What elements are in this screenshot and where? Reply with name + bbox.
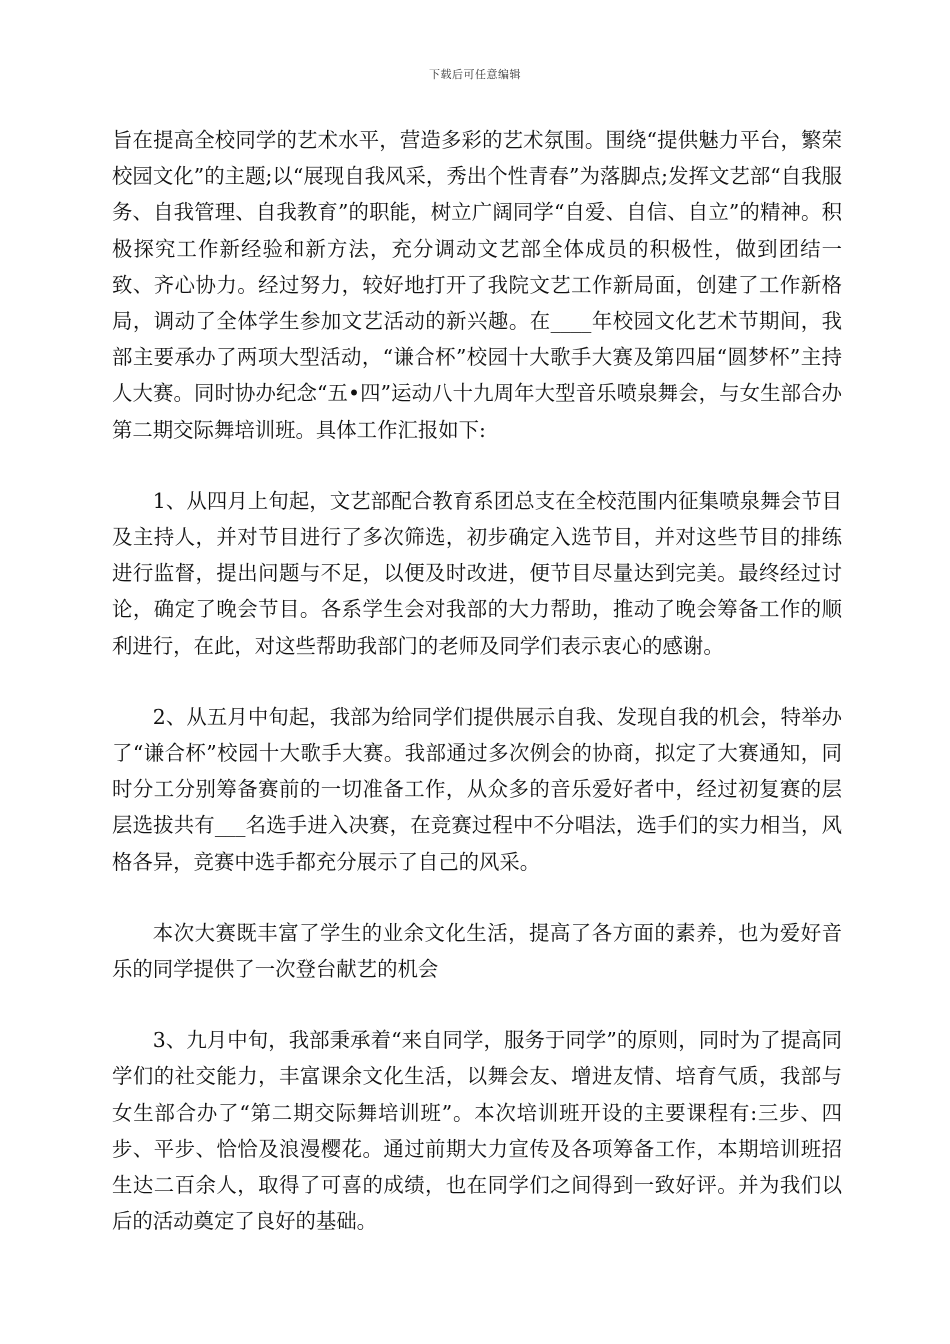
header-note: 下载后可任意编辑 xyxy=(429,68,521,81)
paragraph-intro: 旨在提高全校同学的艺术水平，营造多彩的艺术氛围。围绕“提供魅力平台，繁荣校园文化”的主题;以“展现自我风采，秀出个性青春”为落脚点;发挥文艺部“自我服务、自我管理、自我教育”的职能，树立广阔同学“自爱、自信、自立”的精神。积极探究工作新经验和新方法，充分调动文艺部全体成员的积极性，做到团结一致、齐心协力。经过努力，较好地打开了我院文艺工作新局面，创建了工作新格局，调动了全体学生参加文艺活动的新兴趣。在____年校园文化艺术节期间，我部主要承办了两项大型活动，“谦合杯”校园十大歌手大赛及第四届“圆梦杯”主持人大赛。同时协办纪念“五•四”运动八十九周年大型音乐喷泉舞会，与女生部合办第二期交际舞培训班。具体工作汇报如下: xyxy=(112,128,842,442)
paragraph-contest-summary: 本次大赛既丰富了学生的业余文化生活，提高了各方面的素养，也为爱好音乐的同学提供了一次登台献艺的机会 xyxy=(112,920,842,982)
paragraph-item-1: 1、从四月上旬起，文艺部配合教育系团总支在全校范围内征集喷泉舞会节目及主持人，并对节目进行了多次筛选，初步确定入选节目，并对这些节目的排练进行监督，提出问题与不足，以便及时改进，便节目尽量达到完美。最终经过讨论，确定了晚会节目。各系学生会对我部的大力帮助，推动了晚会筹备工作的顺利进行，在此，对这些帮助我部门的老师及同学们表示衷心的感谢。 xyxy=(112,488,842,658)
document-body xyxy=(112,122,842,1239)
paragraph-item-3: 3、九月中旬，我部秉承着“来自同学，服务于同学”的原则，同时为了提高同学们的社交能力，丰富课余文化生活，以舞会友、增进友情、培育气质，我部与女生部合办了“第二期交际舞培训班”。本次培训班开设的主要课程有:三步、四步、平步、恰恰及浪漫樱花。通过前期大力宣传及各项筹备工作，本期培训班招生达二百余人，取得了可喜的成绩，也在同学们之间得到一致好评。并为我们以后的活动奠定了良好的基础。 xyxy=(112,1028,842,1234)
paragraph-item-2: 2、从五月中旬起，我部为给同学们提供展示自我、发现自我的机会，特举办了“谦合杯”校园十大歌手大赛。我部通过多次例会的协商，拟定了大赛通知，同时分工分别筹备赛前的一切准备工作，从众多的音乐爱好者中，经过初复赛的层层选拔共有___名选手进入决赛，在竞赛过程中不分唱法，选手们的实力相当，风格各异，竞赛中选手都充分展示了自己的风采。 xyxy=(112,704,842,874)
